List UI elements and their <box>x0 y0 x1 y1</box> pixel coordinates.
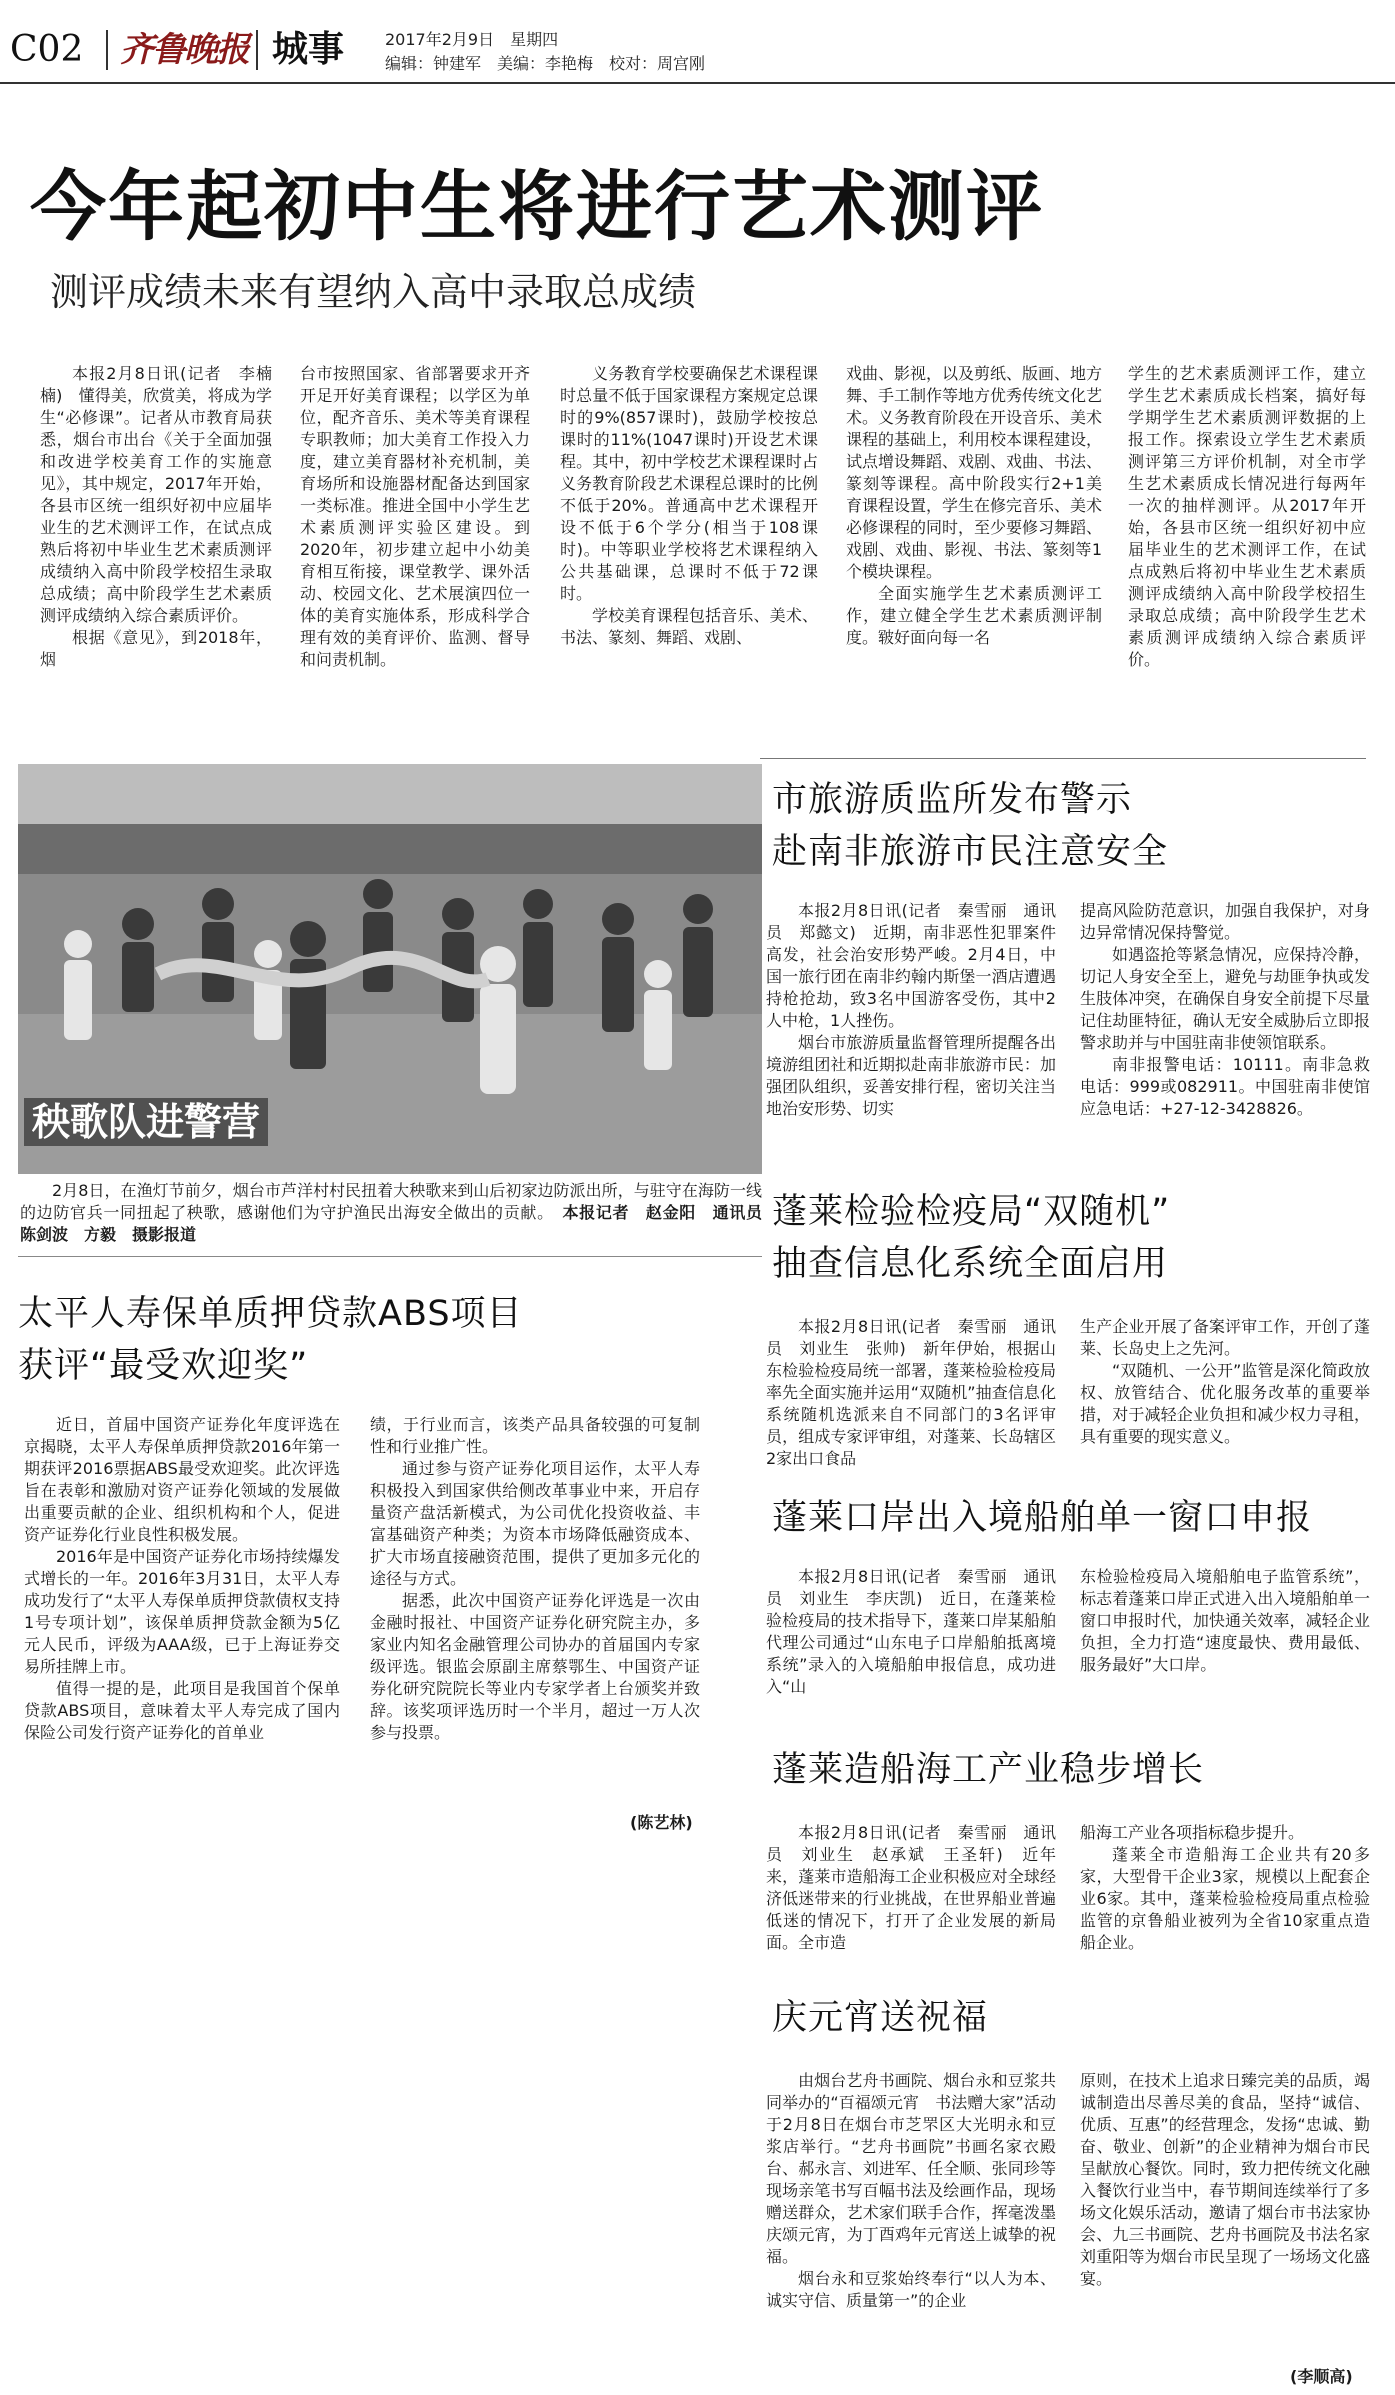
tourism-headline-line-2: 赴南非旅游市民注意安全 <box>772 832 1169 872</box>
lead-subheadline: 测评成绩未来有望纳入高中录取总成绩 <box>50 270 697 314</box>
photo-credit: 本报记者 赵金阳 通讯员 陈剑波 方毅 摄影报道 <box>20 1203 762 1244</box>
tourism-headline-line-1: 市旅游质监所发布警示 <box>772 780 1133 820</box>
issue-date: 2017年2月9日 星期四 <box>385 30 559 49</box>
abs-paragraph: 2016年是中国资产证券化市场持续爆发式增长的一年。2016年3月31日，太平人寿成功发行了“太平人寿保单质押贷款债权支持1号专项计划”，该保单质押贷款金额为5亿元人民币，评级为AAA级，已于上海证券交易所挂牌上市。 <box>24 1547 340 1676</box>
photo-bottom-rule <box>18 1256 762 1257</box>
inspection-headline-line-1: 蓬莱检验检疫局“双随机” <box>772 1192 1171 1232</box>
tourism-paragraph: 提高风险防范意识，加强自我保护，对身边异常情况保持警觉。 <box>1080 901 1370 942</box>
abs-paragraph: 据悉，此次中国资产证券化评选是一次由金融时报社、中国资产证券化研究院主办，多家业内知名金融管理公司协办的首届国内专家级评选。银监会原副主席蔡鄂生、中国资产证券化研究院院长等业内专家学者上台颁奖并致辞。该奖项评选历时一个半月，超过一万人次参与投票。 <box>370 1591 700 1742</box>
shipbuilding-paragraph: 蓬莱全市造船海工企业共有20多家，大型骨干企业3家，规模以上配套企业6家。其中，蓬莱检验检疫局重点检验监管的京鲁船业被列为全省10家重点造船企业。 <box>1080 1845 1370 1952</box>
port-column-2 <box>1080 1566 1370 1766</box>
section-name: 城事 <box>272 29 345 70</box>
masthead-divider-1 <box>106 30 108 70</box>
abs-paragraph: 绩，于行业而言，该类产品具备较强的可复制性和行业推广性。 <box>370 1415 700 1456</box>
lantern-headline: 庆元宵送祝福 <box>772 1998 989 2038</box>
lead-paragraph: 本报2月8日讯(记者 李楠楠) 懂得美，欣赏美，将成为学生“必修课”。记者从市教育局获悉，烟台市出台《关于全面加强和改进学校美育工作的实施意见》，其中规定，2017年开始，各县市区统一组织好初中应届毕业生的艺术测评工作，在试点成熟后将初中毕业生艺术素质测评成绩纳入高中阶段学校招生录取总成绩；高中阶段学生艺术素质测评成绩纳入综合素质评价。 <box>40 364 272 625</box>
tourism-paragraph: 南非报警电话：10111。南非急救电话：999或082911。中国驻南非使馆应急电话：+27-12-3428826。 <box>1080 1055 1370 1118</box>
abs-headline-line-2: 获评“最受欢迎奖” <box>18 1346 309 1386</box>
lantern-column-1 <box>766 2070 1056 2390</box>
page-code: C02 <box>10 29 84 70</box>
inspection-column-1 <box>766 1316 1056 1476</box>
tourism-paragraph: 如遇盗抢等紧急情况，应保持冷静，切记人身安全至上，避免与劫匪争执或发生肢体冲突，在确保自身安全前提下尽量记住劫匪特征，确认无安全威胁后立即报警求助并与中国驻南非使领馆联系。 <box>1080 945 1370 1052</box>
photo-overlay-title: 秧歌队进警营 <box>24 1098 268 1146</box>
lead-paragraph: 台市按照国家、省部署要求开齐开足开好美育课程；以学区为单位，配齐音乐、美术等美育课程专职教师；加大美育工作投入力度，建立美育器材补充机制，美育场所和设施器材配备达到国家一类标准。推进全国中小学生艺术素质测评实验区建设。到2020年，初步建立起中小幼美育相互衔接，课堂教学、课外活动、校园文化、艺术展演四位一体的美育实施体系，形成科学合理有效的美育评价、监测、督导和问责机制。 <box>300 364 530 669</box>
lead-column-3 <box>560 363 818 708</box>
lead-column-2 <box>300 363 530 708</box>
inspection-paragraph: 生产企业开展了备案评审工作，开创了蓬莱、长岛史上之先河。 <box>1080 1317 1370 1358</box>
inspection-paragraph: 本报2月8日讯(记者 秦雪丽 通讯员 刘业生 张帅) 新年伊始，根据山东检验检疫局统一部署，蓬莱检验检疫局率先全面实施并运用“双随机”抽查信息化系统随机选派来自不同部门的3名评审员，组成专家评审组，对蓬莱、长岛辖区2家出口食品 <box>766 1317 1056 1468</box>
paper-logo: 齐鲁晚报 <box>120 30 248 70</box>
port-paragraph: 东检验检疫局入境船舶电子监管系统”，标志着蓬莱口岸正式进入出入境船舶单一窗口申报时代，加快通关效率，减轻企业负担，全力打造“速度最快、费用最低、服务最好”大口岸。 <box>1080 1567 1370 1674</box>
port-headline: 蓬莱口岸出入境船舶单一窗口申报 <box>772 1498 1313 1538</box>
abs-paragraph: 近日，首届中国资产证券化年度评选在京揭晓，太平人寿保单质押贷款2016年第一期获评2016票据ABS最受欢迎奖。此次评选旨在表彰和激励对资产证券化领域的发展做出重要贡献的企业、组织机构和个人，促进资产证券化行业良性积极发展。 <box>24 1415 340 1544</box>
masthead-rule <box>0 82 1395 84</box>
lead-paragraph: 学生的艺术素质测评工作，建立学生艺术素质成长档案，搞好每学期学生艺术素质测评数据的上报工作。探索设立学生艺术素质测评第三方评价机制，对全市学生艺术素质成长情况进行每两年一次的抽样测评。从2017年开始，各县市区统一组织好初中应届毕业生的艺术测评工作，在试点成熟后将初中毕业生艺术素质测评成绩纳入高中阶段学校招生录取总成绩；高中阶段学生艺术素质测评成绩纳入综合素质评价。 <box>1128 364 1366 669</box>
lantern-paragraph: 烟台永和豆浆始终奉行“以人为本、诚实守信、质量第一”的企业 <box>766 2269 1056 2310</box>
lead-paragraph: 戏曲、影视，以及剪纸、版画、地方舞、手工制作等地方优秀传统文化艺术。义务教育阶段在开设音乐、美术课程的基础上，利用校本课程建设，试点增设舞蹈、戏剧、戏曲、书法、篆刻等课程。高中阶段实行2+1美育课程设置，学生在修完音乐、美术必修课程的同时，至少要修习舞蹈、戏剧、戏曲、影视、书法、篆刻等1个模块课程。 <box>846 364 1102 581</box>
shipbuilding-paragraph: 本报2月8日讯(记者 秦雪丽 通讯员 刘业生 赵承斌 王圣轩) 近年来，蓬莱市造船海工企业积极应对全球经济低迷带来的行业挑战，在世界船业普遍低迷的情况下，打开了企业发展的新局面。全市造 <box>766 1823 1056 1952</box>
abs-paragraph: 通过参与资产证券化项目运作，太平人寿积极投入到国家供给侧改革事业中来，开启存量资产盘活新模式，为公司优化投资收益、丰富基础资产种类；为资本市场降低融资成本、扩大市场直接融资范围，提供了更加多元化的途径与方式。 <box>370 1459 700 1588</box>
tourism-paragraph: 烟台市旅游质量监督管理所提醒各出境游组团社和近期拟赴南非旅游市民：加强团队组织，妥善安排行程，密切关注当地治安形势、切实 <box>766 1033 1056 1118</box>
shipbuilding-paragraph: 船海工产业各项指标稳步提升。 <box>1080 1823 1305 1842</box>
abs-credit: (陈艺林) <box>630 1813 693 1832</box>
lead-column-5 <box>1128 363 1366 708</box>
lead-paragraph: 全面实施学生艺术素质测评工作，建立健全学生艺术素质测评制度。皲好面向每一名 <box>846 584 1102 647</box>
inspection-paragraph: “双随机、一公开”监管是深化简政放权、放管结合、优化服务改革的重要举措，对于减轻企业负担和减少权力寻租，具有重要的现实意义。 <box>1080 1361 1370 1446</box>
photo-caption-text: 2月8日，在渔灯节前夕，烟台市芦洋村村民扭着大秧歌来到山后初家边防派出所，与驻守在海防一线的边防官兵一同扭起了秧歌，感谢他们为守护渔民出海安全做出的贡献。 本报记者 赵金阳 通讯员 陈剑波 方毅 摄影报道 <box>20 1180 762 1246</box>
port-column-1 <box>766 1566 1056 1766</box>
lead-paragraph: 学校美育课程包括音乐、美术、书法、篆刻、舞蹈、戏剧、 <box>560 606 818 647</box>
lead-headline: 今年起初中生将进行艺术测评 <box>30 162 1044 251</box>
port-paragraph: 本报2月8日讯(记者 秦雪丽 通讯员 刘业生 李庆凯) 近日，在蓬莱检验检疫局的技术指导下，蓬莱口岸某船舶代理公司通过“山东电子口岸船舶抵离境系统”录入的入境船舶申报信息，成功进入“山 <box>766 1567 1056 1696</box>
tourism-column-2 <box>1080 900 1370 1170</box>
abs-paragraph: 值得一提的是，此项目是我国首个保单贷款ABS项目，意味着太平人寿完成了国内保险公司发行资产证券化的首单业 <box>24 1679 340 1742</box>
editor-credits: 编辑：钟建军 美编：李艳梅 校对：周宫刚 <box>385 54 706 73</box>
abs-column-2 <box>370 1414 700 1834</box>
tourism-column-1 <box>766 900 1056 1170</box>
lead-column-4 <box>846 363 1102 708</box>
abs-headline-line-1: 太平人寿保单质押贷款ABS项目 <box>18 1294 523 1334</box>
abs-column-1 <box>24 1414 340 1814</box>
lantern-paragraph: 由烟台艺舟书画院、烟台永和豆浆共同举办的“百福颂元宵 书法赠大家”活动于2月8日在烟台市芝罘区大光明永和豆浆店举行。“艺舟书画院”书画名家衣殿台、郝永言、刘进军、任全顺、张同珍等现场亲笔书写百幅书法及绘画作品，现场赠送群众，艺术家们联手合作，挥毫泼墨庆颂元宵，为丁酉鸡年元宵送上诚挚的祝福。 <box>766 2071 1056 2266</box>
inspection-column-2 <box>1080 1316 1370 1476</box>
right-column-top-rule <box>760 758 1366 759</box>
shipbuilding-column-2 <box>1080 1822 1370 2002</box>
lead-paragraph: 义务教育学校要确保艺术课程课时总量不低于国家课程方案规定总课时的9%(857课时)，鼓励学校按总课时的11%(1047课时)开设艺术课程。其中，初中学校艺术课程课时占义务教育阶段艺术课程总课时的比例不低于20%。普通高中艺术课程开设不低于6个学分(相当于108课时)。中等职业学校将艺术课程纳入公共基础课，总课时不低于72课时。 <box>560 364 818 603</box>
shipbuilding-column-1 <box>766 1822 1056 2002</box>
lantern-paragraph: 原则，在技术上追求日臻完美的品质，竭诚制造出尽善尽美的食品，坚持“诚信、优质、互惠”的经营理念，发扬“忠诚、勤奋、敬业、创新”的企业精神为烟台市民呈献放心餐饮。同时，致力把传统文化融入餐饮行业当中，春节期间连续举行了多场文化娱乐活动，邀请了烟台市书法家协会、九三书画院、艺舟书画院及书法名家刘重阳等为烟台市民呈现了一场场文化盛宴。 <box>1080 2071 1370 2288</box>
tourism-paragraph: 本报2月8日讯(记者 秦雪丽 通讯员 郑懿文) 近期，南非恶性犯罪案件高发，社会治安形势严峻。2月4日，中国一旅行团在南非约翰内斯堡一酒店遭遇持枪抢劫，致3名中国游客受伤，其中2人中枪，1人挫伤。 <box>766 901 1056 1030</box>
shipbuilding-headline: 蓬莱造船海工产业稳步增长 <box>772 1750 1205 1790</box>
lantern-credit: (李顺高) <box>1290 2367 1353 2386</box>
photo-caption <box>20 1180 762 1250</box>
inspection-headline-line-2: 抽查信息化系统全面启用 <box>772 1244 1169 1284</box>
lead-column-1 <box>40 363 272 708</box>
lead-paragraph: 根据《意见》，到2018年，烟 <box>40 628 272 669</box>
masthead-divider-2 <box>256 30 258 70</box>
lantern-column-2 <box>1080 2070 1370 2370</box>
